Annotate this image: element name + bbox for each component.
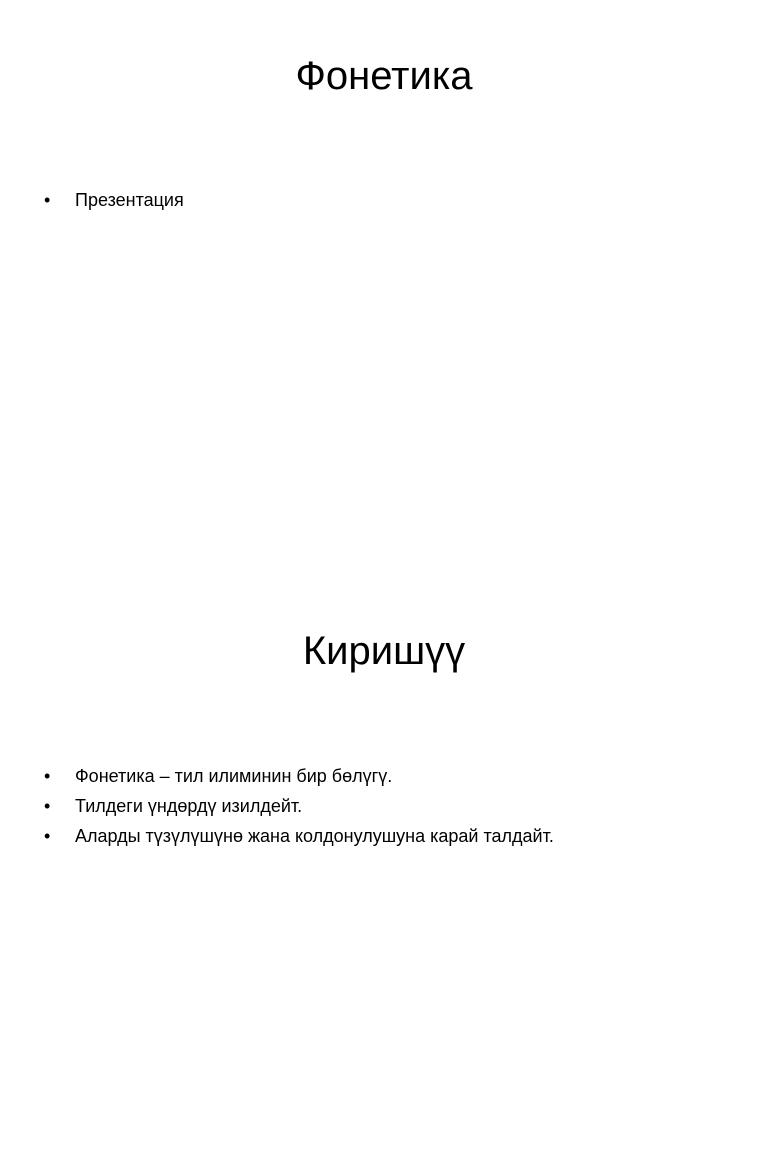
bullet-text: Тилдеги үндөрдү изилдейт.: [75, 796, 303, 816]
bullet-item: [44, 761, 554, 791]
bullet-list: [44, 761, 554, 851]
bullet-marker-icon: •: [44, 796, 51, 816]
bullet-item: [44, 821, 554, 851]
bullet-text: Фонетика – тил илиминин бир бөлүгү.: [75, 766, 393, 786]
bullet-item: [44, 791, 554, 821]
bullet-marker-icon: •: [44, 190, 51, 210]
bullet-text: Аларды түзүлүшүнө жана колдонулушуна карай талдайт.: [75, 826, 554, 846]
bullet-marker-icon: •: [44, 826, 51, 846]
bullet-list: [44, 185, 184, 215]
slide-2: [0, 576, 768, 1152]
bullet-marker-icon: •: [44, 766, 51, 786]
slide-title: Киришүү: [302, 629, 466, 673]
bullet-text: Презентация: [75, 190, 184, 210]
bullet-item: [44, 185, 184, 215]
slide-title: Фонетика: [295, 54, 473, 98]
